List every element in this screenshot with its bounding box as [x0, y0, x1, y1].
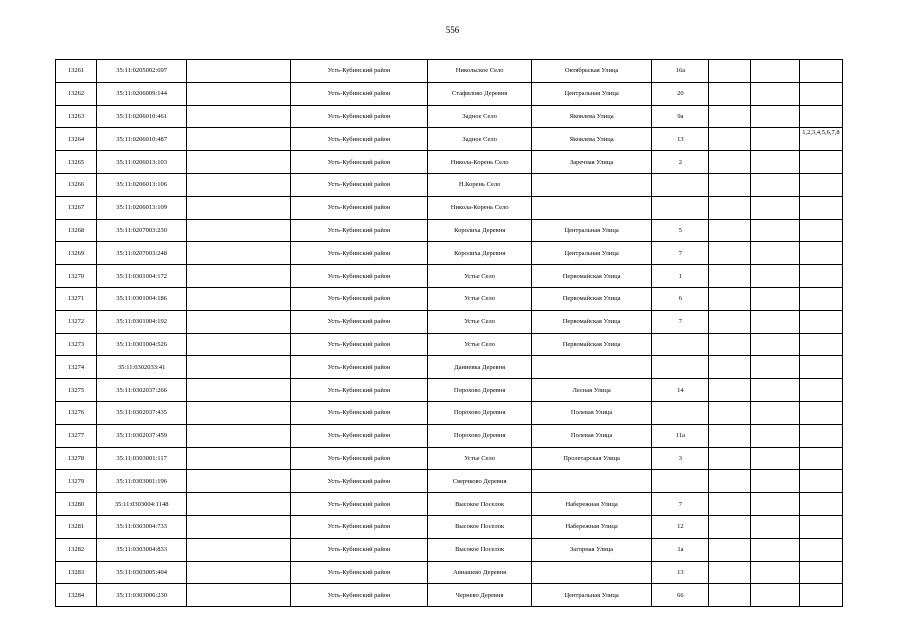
building-cell	[709, 447, 751, 470]
street-cell: Полевая Улица	[531, 401, 652, 424]
street-cell: Лесная Улица	[531, 379, 652, 402]
apartment-cell	[799, 424, 842, 447]
structure-cell	[751, 538, 799, 561]
district-cell: Усть-Кубинский район	[290, 584, 428, 607]
blank-cell	[187, 128, 290, 151]
table-row	[56, 173, 843, 196]
table-row	[56, 310, 843, 333]
blank-cell	[187, 151, 290, 174]
blank-cell	[187, 356, 290, 379]
settlement-cell: Н.Корень Село	[428, 173, 531, 196]
structure-cell	[751, 219, 799, 242]
cadastral-number-cell: 35:11:0206009:144	[96, 82, 186, 105]
blank-cell	[187, 561, 290, 584]
table-row	[56, 219, 843, 242]
settlement-cell: Никола-Корень Село	[428, 196, 531, 219]
street-cell: Загорная Улица	[531, 538, 652, 561]
structure-cell	[751, 196, 799, 219]
street-cell: Центральная Улица	[531, 242, 652, 265]
street-cell: Первомайская Улица	[531, 265, 652, 288]
cadastral-number-cell: 35:11:0303006:230	[96, 584, 186, 607]
building-cell	[709, 60, 751, 83]
street-cell: Заречная Улица	[531, 151, 652, 174]
blank-cell	[187, 219, 290, 242]
apartment-cell	[799, 447, 842, 470]
structure-cell	[751, 379, 799, 402]
cadastral-number-cell: 35:11:0303004:833	[96, 538, 186, 561]
street-cell	[531, 356, 652, 379]
settlement-cell: Чернево Деревня	[428, 584, 531, 607]
blank-cell	[187, 447, 290, 470]
structure-cell	[751, 401, 799, 424]
street-cell	[531, 470, 652, 493]
building-cell	[709, 424, 751, 447]
apartment-cell	[799, 561, 842, 584]
row-number-cell: 13263	[56, 105, 97, 128]
table-row	[56, 128, 843, 151]
settlement-cell: Никола-Корень Село	[428, 151, 531, 174]
house-number-cell: 7	[652, 310, 709, 333]
settlement-cell: Стафилово Деревня	[428, 82, 531, 105]
district-cell: Усть-Кубинский район	[290, 401, 428, 424]
table-row	[56, 515, 843, 538]
cadastral-number-cell: 35:11:0206013:106	[96, 173, 186, 196]
building-cell	[709, 196, 751, 219]
blank-cell	[187, 265, 290, 288]
district-cell: Усть-Кубинский район	[290, 515, 428, 538]
apartment-cell	[799, 173, 842, 196]
settlement-cell: Задное Село	[428, 128, 531, 151]
apartment-cell	[799, 333, 842, 356]
table-row	[56, 287, 843, 310]
table-row	[56, 379, 843, 402]
street-cell: Октябрьская Улица	[531, 60, 652, 83]
blank-cell	[187, 584, 290, 607]
street-cell: Центральная Улица	[531, 82, 652, 105]
apartment-cell	[799, 310, 842, 333]
apartment-cell	[799, 105, 842, 128]
cadastral-number-cell: 35:11:0303005:404	[96, 561, 186, 584]
structure-cell	[751, 333, 799, 356]
apartment-cell	[799, 538, 842, 561]
row-number-cell: 13265	[56, 151, 97, 174]
row-number-cell: 13273	[56, 333, 97, 356]
street-cell: Пролетарская Улица	[531, 447, 652, 470]
building-cell	[709, 128, 751, 151]
row-number-cell: 13261	[56, 60, 97, 83]
row-number-cell: 13281	[56, 515, 97, 538]
district-cell: Усть-Кубинский район	[290, 242, 428, 265]
structure-cell	[751, 287, 799, 310]
blank-cell	[187, 538, 290, 561]
apartment-cell	[799, 584, 842, 607]
table-row	[56, 60, 843, 83]
structure-cell	[751, 151, 799, 174]
house-number-cell: 2	[652, 151, 709, 174]
structure-cell	[751, 60, 799, 83]
building-cell	[709, 538, 751, 561]
table-row	[56, 151, 843, 174]
street-cell: Набережная Улица	[531, 493, 652, 516]
building-cell	[709, 561, 751, 584]
row-number-cell: 13272	[56, 310, 97, 333]
house-number-cell	[652, 356, 709, 379]
settlement-cell: Устье Село	[428, 310, 531, 333]
building-cell	[709, 470, 751, 493]
row-number-cell: 13274	[56, 356, 97, 379]
district-cell: Усть-Кубинский район	[290, 82, 428, 105]
district-cell: Усть-Кубинский район	[290, 219, 428, 242]
district-cell: Усть-Кубинский район	[290, 105, 428, 128]
building-cell	[709, 287, 751, 310]
apartment-cell	[799, 242, 842, 265]
house-number-cell	[652, 333, 709, 356]
cadastral-number-cell: 35:11:0206013:103	[96, 151, 186, 174]
street-cell: Первомайская Улица	[531, 310, 652, 333]
settlement-cell: Устье Село	[428, 265, 531, 288]
blank-cell	[187, 515, 290, 538]
cadastral-number-cell: 35:11:0302033:41	[96, 356, 186, 379]
district-cell: Усть-Кубинский район	[290, 310, 428, 333]
settlement-cell: Никольское Село	[428, 60, 531, 83]
apartment-cell	[799, 401, 842, 424]
street-cell: Яковлева Улица	[531, 105, 652, 128]
building-cell	[709, 265, 751, 288]
apartment-cell	[799, 356, 842, 379]
district-cell: Усть-Кубинский район	[290, 493, 428, 516]
table-row	[56, 493, 843, 516]
blank-cell	[187, 242, 290, 265]
row-number-cell: 13277	[56, 424, 97, 447]
district-cell: Усть-Кубинский район	[290, 333, 428, 356]
house-number-cell: 1а	[652, 538, 709, 561]
cadastral-number-cell: 35:11:0206013:109	[96, 196, 186, 219]
structure-cell	[751, 584, 799, 607]
cadastral-number-cell: 35:11:0303001:117	[96, 447, 186, 470]
structure-cell	[751, 265, 799, 288]
blank-cell	[187, 60, 290, 83]
apartment-cell	[799, 515, 842, 538]
district-cell: Усть-Кубинский район	[290, 196, 428, 219]
building-cell	[709, 584, 751, 607]
cadastral-number-cell: 35:11:0302037:459	[96, 424, 186, 447]
apartment-cell	[799, 151, 842, 174]
structure-cell	[751, 515, 799, 538]
district-cell: Усть-Кубинский район	[290, 128, 428, 151]
row-number-cell: 13262	[56, 82, 97, 105]
blank-cell	[187, 424, 290, 447]
house-number-cell: 7	[652, 493, 709, 516]
structure-cell	[751, 242, 799, 265]
house-number-cell: 16а	[652, 60, 709, 83]
building-cell	[709, 379, 751, 402]
registry-body	[56, 60, 843, 607]
cadastral-number-cell: 35:11:0206010:487	[96, 128, 186, 151]
house-number-cell: 1	[652, 265, 709, 288]
table-row	[56, 584, 843, 607]
building-cell	[709, 401, 751, 424]
building-cell	[709, 151, 751, 174]
cadastral-number-cell: 35:11:0301004:192	[96, 310, 186, 333]
row-number-cell: 13268	[56, 219, 97, 242]
structure-cell	[751, 310, 799, 333]
building-cell	[709, 82, 751, 105]
row-number-cell: 13276	[56, 401, 97, 424]
settlement-cell: Высокое Поселок	[428, 538, 531, 561]
house-number-cell	[652, 173, 709, 196]
house-number-cell: 12	[652, 515, 709, 538]
apartment-cell	[799, 219, 842, 242]
structure-cell	[751, 561, 799, 584]
table-row	[56, 242, 843, 265]
house-number-cell: 11а	[652, 424, 709, 447]
street-cell: Первомайская Улица	[531, 333, 652, 356]
house-number-cell: 7	[652, 242, 709, 265]
table-row	[56, 470, 843, 493]
house-number-cell: 3	[652, 447, 709, 470]
structure-cell	[751, 447, 799, 470]
settlement-cell: Королиха Деревня	[428, 242, 531, 265]
building-cell	[709, 219, 751, 242]
house-number-cell: 5	[652, 219, 709, 242]
street-cell: Яковлева Улица	[531, 128, 652, 151]
table-row	[56, 196, 843, 219]
table-row	[56, 447, 843, 470]
district-cell: Усть-Кубинский район	[290, 538, 428, 561]
cadastral-number-cell: 35:11:0301004:186	[96, 287, 186, 310]
row-number-cell: 13275	[56, 379, 97, 402]
cadastral-number-cell: 35:11:0206010:461	[96, 105, 186, 128]
house-number-cell: 6	[652, 287, 709, 310]
street-cell: Центральная Улица	[531, 584, 652, 607]
row-number-cell: 13270	[56, 265, 97, 288]
street-cell: Первомайская Улица	[531, 287, 652, 310]
street-cell	[531, 561, 652, 584]
structure-cell	[751, 82, 799, 105]
row-number-cell: 13280	[56, 493, 97, 516]
page-number: 556	[445, 25, 460, 35]
blank-cell	[187, 493, 290, 516]
cadastral-number-cell: 35:11:0301004:526	[96, 333, 186, 356]
house-number-cell	[652, 470, 709, 493]
street-cell	[531, 196, 652, 219]
building-cell	[709, 173, 751, 196]
cadastral-number-cell: 35:11:0207003:248	[96, 242, 186, 265]
cadastral-number-cell: 35:11:0301004:172	[96, 265, 186, 288]
row-number-cell: 13278	[56, 447, 97, 470]
apartment-cell	[799, 265, 842, 288]
row-number-cell: 13282	[56, 538, 97, 561]
apartment-cell	[799, 470, 842, 493]
structure-cell	[751, 493, 799, 516]
building-cell	[709, 105, 751, 128]
building-cell	[709, 356, 751, 379]
house-number-cell: 13	[652, 128, 709, 151]
district-cell: Усть-Кубинский район	[290, 356, 428, 379]
table-row	[56, 105, 843, 128]
blank-cell	[187, 196, 290, 219]
row-number-cell: 13264	[56, 128, 97, 151]
table-row	[56, 561, 843, 584]
settlement-cell: Авнашево Деревня	[428, 561, 531, 584]
table-row	[56, 401, 843, 424]
table-row	[56, 538, 843, 561]
settlement-cell: Высокое Поселок	[428, 515, 531, 538]
blank-cell	[187, 333, 290, 356]
apartment-cell: 1,2,3,4,5,6,7,8	[799, 128, 842, 151]
cadastral-number-cell: 35:11:0303001:196	[96, 470, 186, 493]
apartment-cell	[799, 196, 842, 219]
settlement-cell: Даниевка Деревня	[428, 356, 531, 379]
house-number-cell: 20	[652, 82, 709, 105]
structure-cell	[751, 470, 799, 493]
structure-cell	[751, 173, 799, 196]
row-number-cell: 13271	[56, 287, 97, 310]
district-cell: Усть-Кубинский район	[290, 151, 428, 174]
street-cell: Набережная Улица	[531, 515, 652, 538]
building-cell	[709, 515, 751, 538]
table-row	[56, 82, 843, 105]
blank-cell	[187, 105, 290, 128]
row-number-cell: 13267	[56, 196, 97, 219]
building-cell	[709, 242, 751, 265]
settlement-cell: Порохово Деревня	[428, 379, 531, 402]
cadastral-number-cell: 35:11:0205002:697	[96, 60, 186, 83]
cadastral-number-cell: 35:11:0302037:266	[96, 379, 186, 402]
district-cell: Усть-Кубинский район	[290, 60, 428, 83]
district-cell: Усть-Кубинский район	[290, 561, 428, 584]
structure-cell	[751, 105, 799, 128]
blank-cell	[187, 310, 290, 333]
settlement-cell: Королиха Деревня	[428, 219, 531, 242]
settlement-cell: Устье Село	[428, 287, 531, 310]
cadastral-number-cell: 35:11:0303004:733	[96, 515, 186, 538]
row-number-cell: 13266	[56, 173, 97, 196]
blank-cell	[187, 287, 290, 310]
blank-cell	[187, 82, 290, 105]
house-number-cell: 14	[652, 379, 709, 402]
street-cell: Полевая Улица	[531, 424, 652, 447]
table-row	[56, 265, 843, 288]
district-cell: Усть-Кубинский район	[290, 424, 428, 447]
district-cell: Усть-Кубинский район	[290, 379, 428, 402]
street-cell	[531, 173, 652, 196]
blank-cell	[187, 401, 290, 424]
settlement-cell: Сверчково Деревня	[428, 470, 531, 493]
blank-cell	[187, 173, 290, 196]
settlement-cell: Устье Село	[428, 447, 531, 470]
row-number-cell: 13279	[56, 470, 97, 493]
row-number-cell: 13284	[56, 584, 97, 607]
settlement-cell: Высокое Поселок	[428, 493, 531, 516]
apartment-cell	[799, 60, 842, 83]
row-number-cell: 13269	[56, 242, 97, 265]
building-cell	[709, 310, 751, 333]
settlement-cell: Задное Село	[428, 105, 531, 128]
settlement-cell: Порохово Деревня	[428, 401, 531, 424]
apartment-cell	[799, 287, 842, 310]
apartment-cell	[799, 379, 842, 402]
house-number-cell: 66	[652, 584, 709, 607]
row-number-cell: 13283	[56, 561, 97, 584]
apartment-cell	[799, 493, 842, 516]
blank-cell	[187, 470, 290, 493]
house-number-cell: 13	[652, 561, 709, 584]
table-row	[56, 333, 843, 356]
district-cell: Усть-Кубинский район	[290, 470, 428, 493]
house-number-cell	[652, 401, 709, 424]
district-cell: Усть-Кубинский район	[290, 287, 428, 310]
registry-table	[55, 59, 843, 607]
building-cell	[709, 493, 751, 516]
building-cell	[709, 333, 751, 356]
cadastral-number-cell: 35:11:0302037:435	[96, 401, 186, 424]
settlement-cell: Порохово Деревня	[428, 424, 531, 447]
table-row	[56, 356, 843, 379]
structure-cell	[751, 424, 799, 447]
blank-cell	[187, 379, 290, 402]
settlement-cell: Устье Село	[428, 333, 531, 356]
structure-cell	[751, 128, 799, 151]
table-row	[56, 424, 843, 447]
street-cell: Центральная Улица	[531, 219, 652, 242]
district-cell: Усть-Кубинский район	[290, 265, 428, 288]
apartment-cell	[799, 82, 842, 105]
structure-cell	[751, 356, 799, 379]
district-cell: Усть-Кубинский район	[290, 447, 428, 470]
district-cell: Усть-Кубинский район	[290, 173, 428, 196]
cadastral-number-cell: 35:11:0207003:230	[96, 219, 186, 242]
house-number-cell	[652, 196, 709, 219]
house-number-cell: 9а	[652, 105, 709, 128]
cadastral-number-cell: 35:11:0303004:1148	[96, 493, 186, 516]
